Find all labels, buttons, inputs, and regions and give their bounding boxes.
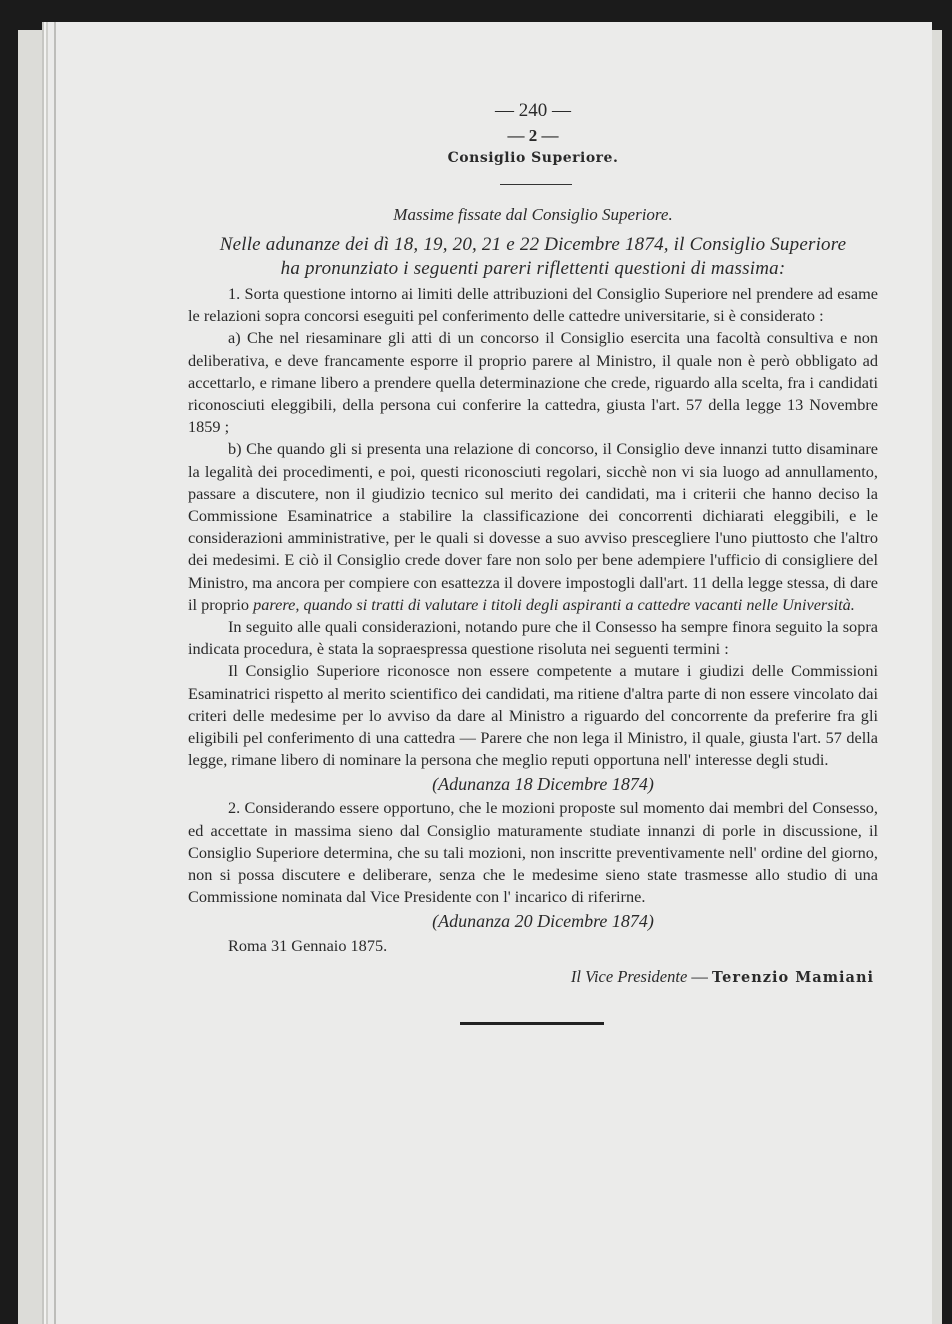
closing-rule	[460, 1022, 604, 1025]
paragraph-a: a) Che nel riesaminare gli atti di un concorso il Consiglio esercita una facoltà consultiva e non deliberativa, e deve francamente esporre il proprio parere al Ministro, il quale non è però obbligato ad accettarlo, e rimane libero a prendere quella determinazione che crede, riguardo alla scelta, fra i candidati riconosciuti eleggibili, della persona cui conferire la cattedra, giusta l'art. 57 della legge 13 Novembre 1859 ;	[188, 328, 878, 437]
page-edge	[54, 22, 56, 1324]
place-date: Roma 31 Gennaio 1875.	[228, 936, 388, 956]
intro-text	[188, 233, 878, 281]
paragraph-4: 2. Considerando essere opportuno, che le mozioni proposte sul momento dai membri del Consesso, ed accettate in massima sieno dal Consiglio maturamente studiate innanzi di porle in discussione, il Consiglio Superiore determina, che su tali mozioni, non inscritte preventivamente nell' ordine del giorno, non si possa discutere e deliberare, senza che le medesime sieno state trasmesse allo studio di una Commissione nominata dal Vice Presidente con l' incarico di riferirne.	[188, 798, 878, 907]
adunanza-note-2: (Adunanza 20 Dicembre 1874)	[432, 911, 654, 932]
paragraph-1: 1. Sorta questione intorno ai limiti delle attribuzioni del Consiglio Superiore nel prendere ad esame le relazioni sopra concorsi eseguiti pel conferimento delle cattedre universitarie, si è considerato :	[188, 284, 878, 326]
adunanza-note-1: (Adunanza 18 Dicembre 1874)	[432, 774, 654, 795]
paragraph-3: Il Consiglio Superiore riconosce non essere competente a mutare i giudizi delle Commissioni Esaminatrici rispetto al merito scientifico dei candidati, ma ritiene d'altra parte di non essere vincolato dai criteri delle medesime per lo avviso da dare al Ministro a riguardo del concorrente da preferire fra gli eligibili pel conferimento di una cattedra — Parere che non lega il Ministro, il quale, giusta l'art. 57 della legge, rimane libero di nominare la persona che meglio reputi opportuna nell' interesse degli studi.	[188, 661, 878, 770]
signature-name: Terenzio Mamiani	[712, 969, 874, 987]
signature-title: Il Vice Presidente	[570, 967, 688, 987]
paragraph-b	[188, 438, 878, 616]
paragraph-b-italic: parere, quando si tratti di valutare i titoli degli aspiranti a cattedre vacanti nelle Università.	[253, 594, 855, 614]
intro-line-2: ha pronunziato i seguenti pareri riflettenti questioni di massima:	[280, 258, 786, 279]
sub-page-number: — 2 —	[507, 126, 559, 145]
signature	[188, 960, 878, 994]
subtitle: Massime fissate dal Consiglio Superiore.	[393, 205, 673, 224]
intro-line-1: Nelle adunanze dei dì 18, 19, 20, 21 e 22 Dicembre 1874, il Consiglio Superiore	[219, 234, 847, 255]
section-heading: Consiglio Superiore.	[447, 150, 619, 166]
paragraph-2: In seguito alle quali considerazioni, notando pure che il Consesso ha sempre finora seguito la sopra indicata procedura, è stata la sopraespressa questione risoluta nei seguenti termini :	[188, 617, 878, 659]
page-content	[188, 100, 878, 1025]
page-number: — 240 —	[495, 100, 571, 121]
heading-rule	[500, 184, 572, 185]
paragraph-b-text: b) Che quando gli si presenta una relazione di concorso, il Consiglio deve innanzi tutto disaminare la legalità dei procedimenti, e poi, questi riconosciuti regolari, sicchè non vi sia luogo ad annullamento, passare a discutere, non il giudizio tecnico sul merito dei candidati, ma i criterii che hanno deciso la Commissione Esaminatrice a stabilire la classificazione dei concorrenti dichiarati eleggibili, e le considerazioni amministrative, per le quali si dovesse a suo avviso prescegliere l'uno piuttosto che l'altro dei medesimi. E ciò il Consiglio crede dover fare non solo per bene adempiere l'ufficio di consigliere del Ministro, ma ancora per compiere con esattezza il dovere impostogli dall'art. 11 della legge stessa, di dare il proprio	[188, 439, 878, 614]
signature-dash: —	[691, 967, 708, 987]
